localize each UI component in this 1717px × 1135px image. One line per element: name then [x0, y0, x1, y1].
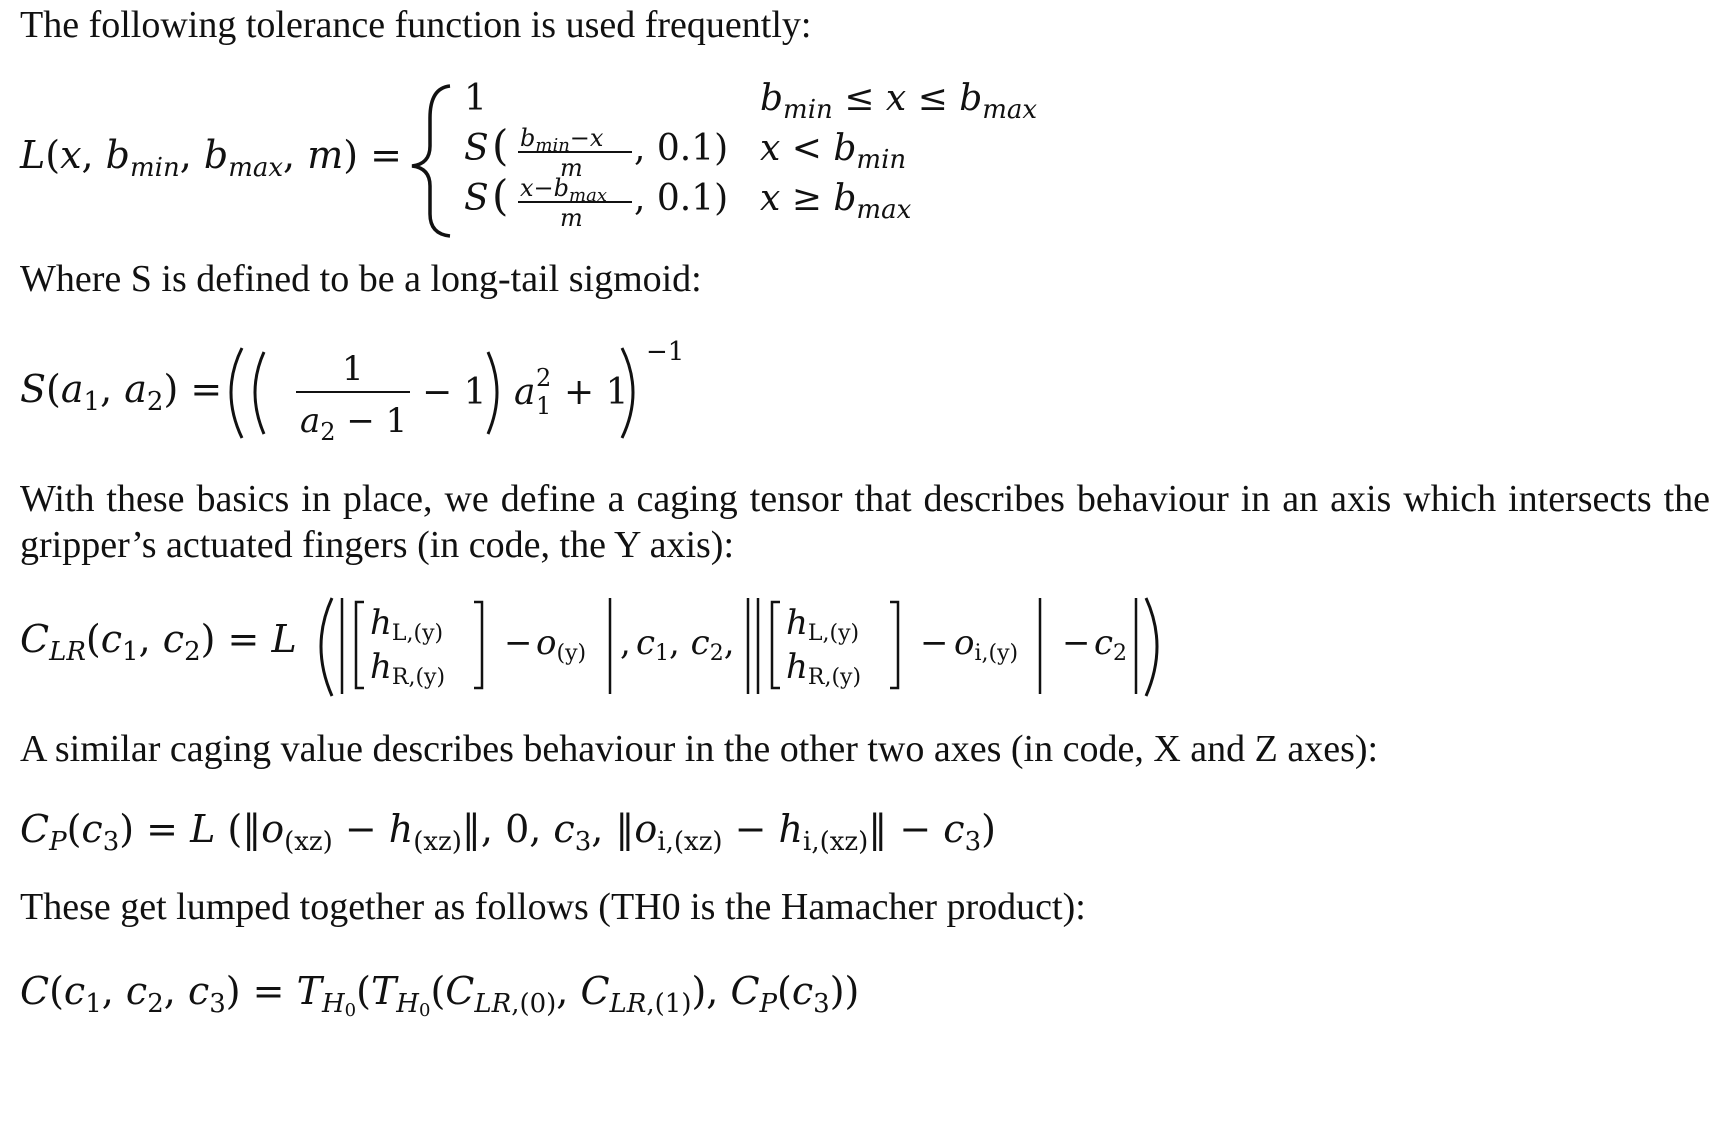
svg-text:m: m [560, 154, 583, 182]
svg-text:c1, c2,: c1, c2, [636, 623, 735, 666]
svg-text:oi,(y): oi,(y) [954, 623, 1019, 666]
svg-text:CP(c3) = L (‖o(xz) − h(xz)‖, 0: $C_P(c_3) = L$ ($‖o_{(xz)}$ − $h_{(xz)}‖$, 0, $c_3$, $‖o_{i,(xz)}$ − $h_{i,(xz)}‖ - c_3$) [20, 807, 996, 857]
svg-text:a2 − 1: $a_2 - 1$ [300, 401, 408, 446]
svg-text:L(x, bmin, bmax, m) =: L(x, $b_{min}$, $b_{max}$, m) = [20, 133, 403, 183]
svg-text:(: ( [492, 121, 509, 170]
sigmoid-paragraph: Where S is defined to be a long-tail sigmoid: [20, 258, 702, 300]
caging-paragraph: With these basics in place, we define a caging tensor that describes behaviour in an axis which intersects the gripper’s actuated fingers (in code, the Y axis): [20, 478, 1710, 566]
svg-text:S(a1, a2) =: $S(a_1$, $a_2$) = [20, 367, 223, 417]
sigmoid-equation [20, 330, 740, 460]
svg-text:S: S [464, 128, 489, 169]
planar-equation [20, 796, 1120, 876]
svg-text:−: − [1062, 623, 1091, 663]
final-equation [20, 954, 1020, 1044]
sigmoid-equation-svg [20, 330, 740, 450]
tolerance-equation-svg [20, 78, 1120, 238]
svg-text:hR,(y): hR,(y) [370, 647, 446, 690]
svg-text:hL,(y): hL,(y) [786, 603, 860, 646]
svg-text:bmin−x: $b_{min}-x$ [520, 124, 604, 156]
svg-text:(: ( [492, 171, 509, 220]
svg-text:x−bmax: $x-b_{max}$ [520, 174, 607, 206]
svg-text:c2: c2 [1094, 623, 1128, 666]
svg-text:, 0.1): , 0.1) [634, 178, 729, 219]
caging-equation-svg [20, 588, 1220, 708]
svg-text:S: S [464, 178, 489, 219]
similar-paragraph: A similar caging value describes behaviour in the other two axes (in code, X and Z axes): [20, 728, 1379, 770]
caging-equation [20, 588, 1220, 718]
tolerance-equation [20, 78, 1120, 248]
svg-text:−: − [504, 623, 533, 663]
svg-text:o(y): o(y) [536, 623, 587, 666]
svg-text:bmin ≤ x ≤ bmax: $b_{min} \le x \le b_{max}$ [760, 78, 1038, 125]
svg-text:−: − [920, 623, 949, 663]
lumped-paragraph: These get lumped together as follows (TH0 is the Hamacher product): [20, 886, 1086, 928]
svg-text:hR,(y): hR,(y) [786, 647, 862, 690]
svg-text:CLR(c1, c2) = L: $C_{LR}(c_1$, $c_2) = L$ [20, 617, 297, 667]
svg-text:,: , [620, 623, 631, 663]
svg-text:+ 1: + 1 [564, 372, 629, 413]
svg-text:−1: −1 [646, 337, 685, 367]
svg-text:m: m [560, 204, 583, 232]
svg-text:x < bmin: $x < b_{min}$ [760, 128, 907, 175]
svg-text:− 1: − 1 [422, 372, 487, 413]
intro-paragraph: The following tolerance function is used frequently: [20, 4, 812, 46]
planar-equation-svg [20, 796, 1120, 866]
svg-text:C(c1, c2, c3) = TH0(TH0(CLR,(0: $C(c_1$, $c_2$, $c_3) = T_{H0}(T_{H0}(C_{LR,(0)}$, $C_{LR,(1)}$), $C_P(c_3)$) [20, 969, 860, 1021]
svg-text:, 0.1): , 0.1) [634, 128, 729, 169]
final-equation-svg [20, 954, 1020, 1034]
svg-text:hL,(y): hL,(y) [370, 603, 444, 646]
svg-text:1: 1 [342, 349, 364, 389]
svg-text:1: 1 [536, 392, 552, 420]
svg-text:2: 2 [536, 364, 552, 392]
svg-text:a: a [514, 372, 536, 413]
svg-text:x ≥ bmax: $x \ge b_{max}$ [760, 178, 912, 225]
svg-text:1: 1 [464, 78, 487, 119]
